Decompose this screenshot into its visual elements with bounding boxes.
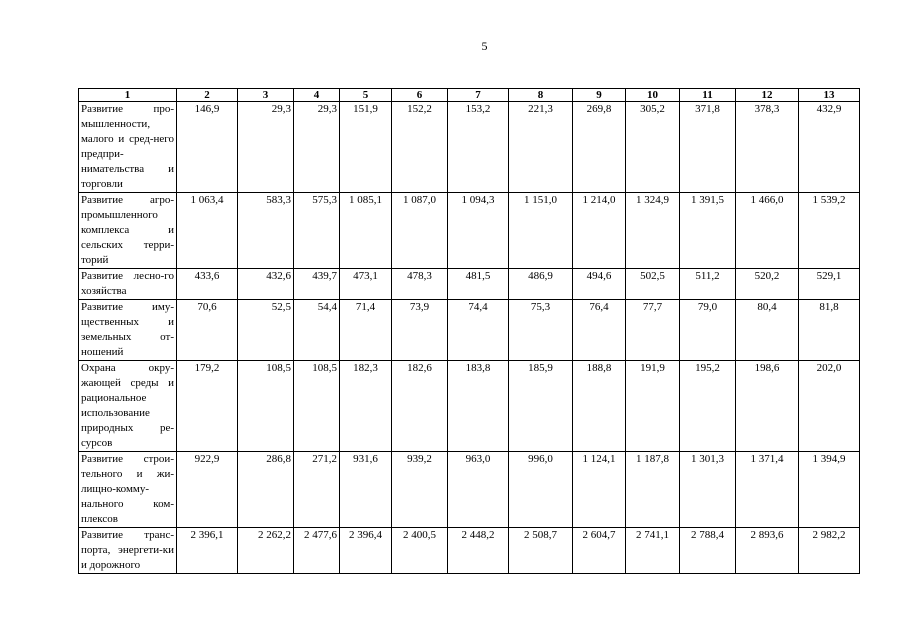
- table-cell: 29,3: [294, 102, 340, 193]
- table-cell: 108,5: [238, 361, 294, 452]
- table-cell: 286,8: [238, 452, 294, 528]
- table-cell: 1 085,1: [340, 193, 392, 269]
- table-cell: 29,3: [238, 102, 294, 193]
- table-row: [79, 193, 860, 269]
- table-cell: 1 214,0: [573, 193, 626, 269]
- table-cell: 195,2: [680, 361, 736, 452]
- table-cell: 1 124,1: [573, 452, 626, 528]
- table-cell: 520,2: [736, 269, 799, 300]
- table-cell: 2 448,2: [448, 528, 509, 574]
- table-cell: 931,6: [340, 452, 392, 528]
- table-cell: 79,0: [680, 300, 736, 361]
- row-label: Развитие агро-промышленного комплекса и сельских терри-торий: [79, 193, 177, 269]
- table-cell: 52,5: [238, 300, 294, 361]
- table-cell: 2 400,5: [392, 528, 448, 574]
- table-cell: 76,4: [573, 300, 626, 361]
- table-cell: 432,9: [799, 102, 860, 193]
- table-cell: 182,6: [392, 361, 448, 452]
- table-cell: 1 394,9: [799, 452, 860, 528]
- table-cell: 108,5: [294, 361, 340, 452]
- table-cell: 481,5: [448, 269, 509, 300]
- table-cell: 70,6: [177, 300, 238, 361]
- table-cell: 183,8: [448, 361, 509, 452]
- table-row: [79, 102, 860, 193]
- table-cell: 202,0: [799, 361, 860, 452]
- table-cell: 2 396,4: [340, 528, 392, 574]
- table-cell: 1 063,4: [177, 193, 238, 269]
- column-header: 1: [79, 89, 177, 102]
- table-cell: 73,9: [392, 300, 448, 361]
- table-cell: 2 893,6: [736, 528, 799, 574]
- table-row: [79, 300, 860, 361]
- row-label: Развитие иму-щественных и земельных от-ношений: [79, 300, 177, 361]
- column-header: 10: [626, 89, 680, 102]
- table-cell: 81,8: [799, 300, 860, 361]
- table-cell: 1 151,0: [509, 193, 573, 269]
- table-row: [79, 361, 860, 452]
- column-header: 8: [509, 89, 573, 102]
- column-header: 3: [238, 89, 294, 102]
- table-cell: 1 301,3: [680, 452, 736, 528]
- table-cell: 1 087,0: [392, 193, 448, 269]
- table-row: [79, 269, 860, 300]
- table-cell: 77,7: [626, 300, 680, 361]
- table-cell: 1 187,8: [626, 452, 680, 528]
- table-cell: 1 466,0: [736, 193, 799, 269]
- table-cell: 494,6: [573, 269, 626, 300]
- table-row: [79, 528, 860, 574]
- column-header: 7: [448, 89, 509, 102]
- table-cell: 2 604,7: [573, 528, 626, 574]
- table-cell: 2 982,2: [799, 528, 860, 574]
- table-cell: 191,9: [626, 361, 680, 452]
- table-cell: 54,4: [294, 300, 340, 361]
- table-cell: 80,4: [736, 300, 799, 361]
- table-cell: 1 094,3: [448, 193, 509, 269]
- column-header: 9: [573, 89, 626, 102]
- page-number: 5: [481, 39, 488, 53]
- table-cell: 182,3: [340, 361, 392, 452]
- table-cell: 2 741,1: [626, 528, 680, 574]
- table-cell: 575,3: [294, 193, 340, 269]
- table-cell: 1 324,9: [626, 193, 680, 269]
- table-cell: 378,3: [736, 102, 799, 193]
- table-header-row: [79, 89, 860, 102]
- table-cell: 74,4: [448, 300, 509, 361]
- table-cell: 502,5: [626, 269, 680, 300]
- table-cell: 2 477,6: [294, 528, 340, 574]
- budget-table: [78, 88, 860, 574]
- table-cell: 939,2: [392, 452, 448, 528]
- table-cell: 221,3: [509, 102, 573, 193]
- table-cell: 2 508,7: [509, 528, 573, 574]
- table-cell: 1 371,4: [736, 452, 799, 528]
- table-cell: 1 391,5: [680, 193, 736, 269]
- row-label: Развитие строи-тельного и жи-лищно-комму-нального ком-плексов: [79, 452, 177, 528]
- table-cell: 439,7: [294, 269, 340, 300]
- table-cell: 185,9: [509, 361, 573, 452]
- row-label: Развитие транс-порта, энергети-ки и дорожного: [79, 528, 177, 574]
- table-cell: 2 396,1: [177, 528, 238, 574]
- table-cell: 188,8: [573, 361, 626, 452]
- table-row: [79, 452, 860, 528]
- table-cell: 151,9: [340, 102, 392, 193]
- row-label: Развитие лесно-го хозяйства: [79, 269, 177, 300]
- table-cell: 269,8: [573, 102, 626, 193]
- column-header: 13: [799, 89, 860, 102]
- column-header: 5: [340, 89, 392, 102]
- table-cell: 75,3: [509, 300, 573, 361]
- table-cell: 2 788,4: [680, 528, 736, 574]
- table-cell: 922,9: [177, 452, 238, 528]
- table-cell: 433,6: [177, 269, 238, 300]
- row-label: Охрана окру-жающей среды и рациональное использование природных ре-сурсов: [79, 361, 177, 452]
- table-cell: 486,9: [509, 269, 573, 300]
- table-cell: 71,4: [340, 300, 392, 361]
- column-header: 11: [680, 89, 736, 102]
- table-cell: 996,0: [509, 452, 573, 528]
- table-cell: 529,1: [799, 269, 860, 300]
- table-cell: 963,0: [448, 452, 509, 528]
- column-header: 12: [736, 89, 799, 102]
- table-cell: 179,2: [177, 361, 238, 452]
- table-cell: 2 262,2: [238, 528, 294, 574]
- column-header: 6: [392, 89, 448, 102]
- table-cell: 473,1: [340, 269, 392, 300]
- table-cell: 305,2: [626, 102, 680, 193]
- table-cell: 478,3: [392, 269, 448, 300]
- column-header: 4: [294, 89, 340, 102]
- table-cell: 432,6: [238, 269, 294, 300]
- row-label: Развитие про-мышленности, малого и сред-него предпри-нимательства и торговли: [79, 102, 177, 193]
- table-cell: 198,6: [736, 361, 799, 452]
- column-header: 2: [177, 89, 238, 102]
- table-cell: 146,9: [177, 102, 238, 193]
- table-cell: 152,2: [392, 102, 448, 193]
- table-cell: 1 539,2: [799, 193, 860, 269]
- table-cell: 583,3: [238, 193, 294, 269]
- table-cell: 371,8: [680, 102, 736, 193]
- table-cell: 271,2: [294, 452, 340, 528]
- table-cell: 153,2: [448, 102, 509, 193]
- table-cell: 511,2: [680, 269, 736, 300]
